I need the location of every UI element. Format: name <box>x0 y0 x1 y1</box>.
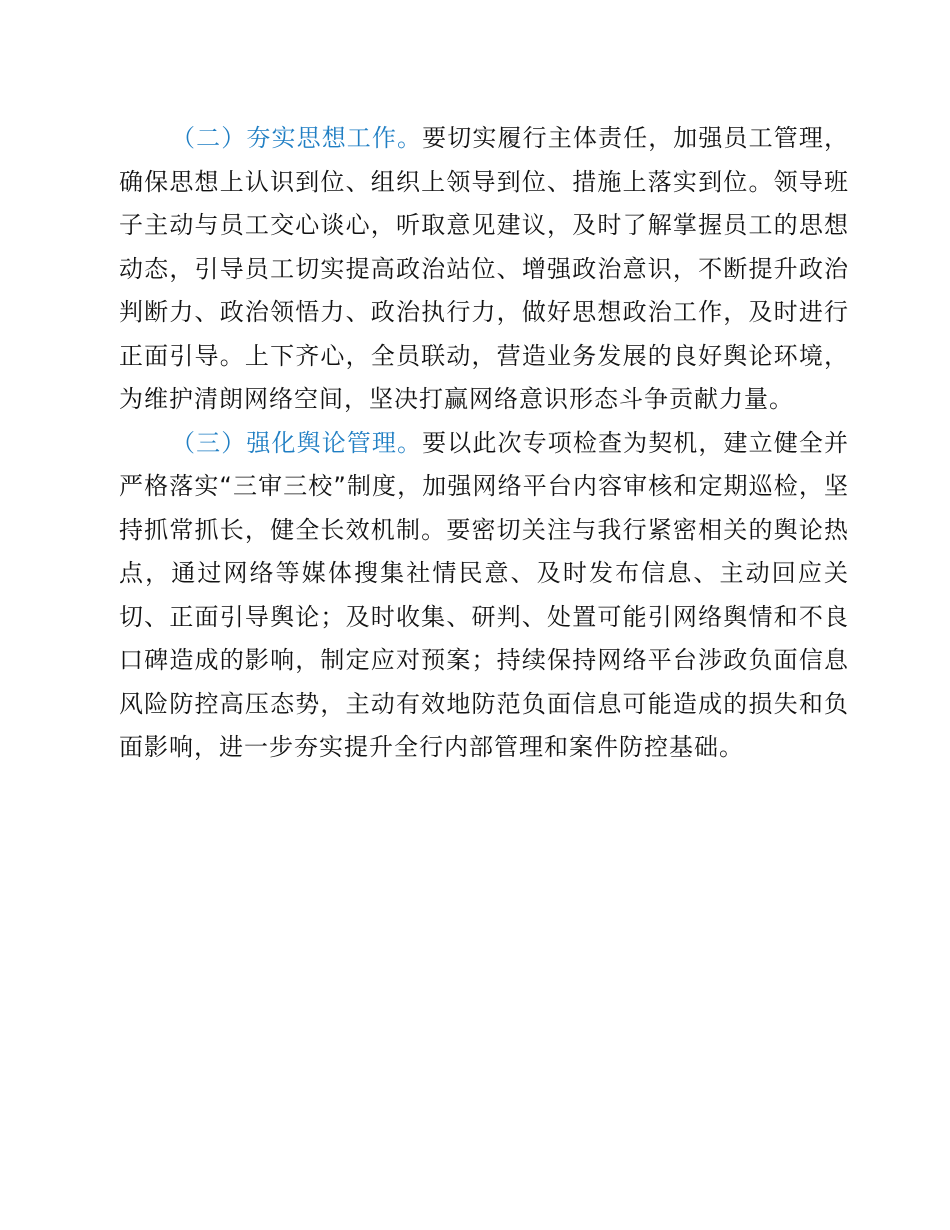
section-two-heading: （二）夯实思想工作。 <box>171 124 423 152</box>
section-three-paragraph <box>119 422 849 770</box>
section-two-paragraph <box>119 117 849 422</box>
section-two-text: 要切实履行主体责任，加强员工管理，确保思想上认识到位、组织上领导到位、措施上落实到位。领导班子主动与员工交心谈心，听取意见建议，及时了解掌握员工的思想动态，引导员工切实提高政治站位、增强政治意识，不断提升政治判断力、政治领悟力、政治执行力，做好思想政治工作，及时进行正面引导。上下齐心，全员联动，营造业务发展的良好舆论环境，为维护清朗网络空间，坚决打赢网络意识形态斗争贡献力量。 <box>119 124 850 413</box>
document-body <box>119 117 849 770</box>
section-three-heading: （三）强化舆论管理。 <box>171 428 423 457</box>
section-three-text: 要以此次专项检查为契机，建立健全并严格落实“三审三校”制度，加强网络平台内容审核和定期巡检，坚持抓常抓长，健全长效机制。要密切关注与我行紧密相关的舆论热点，通过网络等媒体搜集社情民意、及时发布信息、主动回应关切、正面引导舆论；及时收集、研判、处置可能引网络舆情和不良口碑造成的影响，制定应对预案；持续保持网络平台涉政负面信息风险防控高压态势，主动有效地防范负面信息可能造成的损失和负面影响，进一步夯实提升全行内部管理和案件防控基础。 <box>119 428 850 761</box>
